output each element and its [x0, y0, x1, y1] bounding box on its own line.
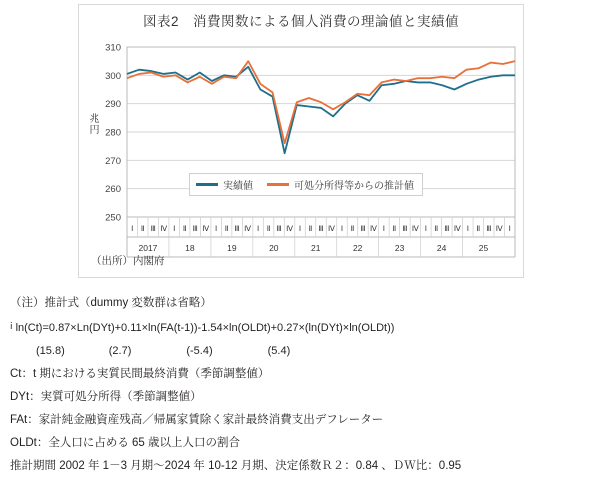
svg-text:Ⅰ: Ⅰ	[215, 224, 218, 233]
note-line-4: Ct：t 期における実質民間最終消費（季節調整値）	[10, 368, 270, 380]
note-equation: ln(Ct)=0.87×Ln(DYt)+0.11×ln(FA(t-1))-1.54×ln(OLDt)+0.27×(ln(DYt)×ln(OLDt))	[15, 322, 395, 334]
svg-text:Ⅱ: Ⅱ	[350, 224, 355, 233]
svg-text:Ⅱ: Ⅱ	[266, 224, 271, 233]
note-line-3: (15.8) (2.7) (-5.4) (5.4)	[36, 345, 291, 357]
svg-text:Ⅰ: Ⅰ	[298, 224, 302, 233]
chart-card	[78, 4, 524, 278]
note-line-7: OLDt：全人口に占める 65 歳以上人口の割合	[10, 437, 241, 449]
svg-text:Ⅲ: Ⅲ	[150, 224, 156, 233]
svg-text:Ⅳ: Ⅳ	[328, 224, 335, 233]
svg-text:Ⅱ: Ⅱ	[434, 224, 439, 233]
svg-text:Ⅰ: Ⅰ	[131, 224, 134, 233]
chart-plot	[79, 5, 523, 277]
svg-text:Ⅲ: Ⅲ	[318, 224, 324, 233]
svg-text:Ⅳ: Ⅳ	[286, 224, 294, 233]
y-axis-label: 兆円	[87, 113, 98, 135]
svg-text:Ⅳ: Ⅳ	[244, 224, 252, 233]
note-line-2	[10, 315, 590, 340]
svg-text:Ⅲ: Ⅲ	[444, 224, 450, 233]
legend-item-actual	[196, 177, 253, 192]
svg-text:20: 20	[269, 243, 279, 253]
legend-label-estimate: 可処分所得等からの推計値	[294, 181, 414, 192]
svg-text:Ⅳ: Ⅳ	[369, 224, 377, 233]
svg-text:Ⅲ: Ⅲ	[402, 224, 408, 233]
legend-swatch-estimate	[267, 183, 289, 186]
svg-text:Ⅰ: Ⅰ	[466, 224, 469, 233]
svg-text:Ⅳ: Ⅳ	[202, 224, 210, 233]
svg-text:Ⅰ: Ⅰ	[173, 224, 176, 233]
svg-text:Ⅱ: Ⅱ	[140, 224, 145, 233]
svg-text:270: 270	[105, 155, 121, 167]
svg-text:Ⅰ: Ⅰ	[256, 224, 260, 233]
svg-text:21: 21	[311, 243, 321, 253]
legend-item-estimate	[267, 177, 414, 192]
chart-svg	[79, 5, 523, 277]
svg-text:24: 24	[436, 243, 447, 253]
svg-text:Ⅳ: Ⅳ	[495, 224, 503, 233]
legend-label-actual: 実績値	[223, 181, 253, 192]
svg-text:290: 290	[105, 99, 121, 111]
svg-text:Ⅱ: Ⅱ	[182, 224, 187, 233]
note-line-5: DYt：実質可処分所得（季節調整値）	[10, 391, 202, 403]
notes-block	[10, 292, 590, 478]
svg-text:Ⅲ: Ⅲ	[192, 224, 198, 233]
chart-title: 図表2 消費関数による個人消費の理論値と実績値	[142, 14, 459, 29]
svg-text:2017: 2017	[138, 243, 158, 253]
svg-text:Ⅰ: Ⅰ	[340, 224, 344, 233]
svg-text:Ⅱ: Ⅱ	[392, 224, 397, 233]
svg-text:Ⅰ: Ⅰ	[508, 224, 511, 233]
svg-text:Ⅱ: Ⅱ	[224, 224, 229, 233]
svg-text:310: 310	[105, 42, 121, 54]
svg-text:Ⅲ: Ⅲ	[276, 224, 282, 233]
svg-text:Ⅱ: Ⅱ	[476, 224, 481, 233]
note-line-1: （注）推計式（dummy 変数群は省略）	[10, 297, 212, 309]
note-line-2-prefix: ⅰ	[10, 321, 13, 331]
chart-source: （出所）内閣府	[91, 255, 165, 267]
svg-text:19: 19	[227, 243, 237, 253]
svg-text:260: 260	[105, 184, 121, 196]
svg-text:Ⅱ: Ⅱ	[308, 224, 313, 233]
svg-text:18: 18	[185, 243, 195, 253]
svg-text:Ⅲ: Ⅲ	[234, 224, 240, 233]
svg-text:Ⅲ: Ⅲ	[486, 224, 492, 233]
svg-text:280: 280	[105, 127, 121, 139]
svg-text:Ⅰ: Ⅰ	[424, 224, 427, 233]
svg-text:Ⅳ: Ⅳ	[411, 224, 419, 233]
legend-swatch-actual	[196, 183, 218, 186]
svg-text:Ⅰ: Ⅰ	[382, 224, 386, 233]
chart-legend	[189, 173, 423, 196]
note-line-8: 推計期間 2002 年 1－3 月期～2024 年 10-12 月期、決定係数Ｒ２：0.84 、ＤＷ比：0.95	[10, 460, 462, 472]
svg-text:Ⅲ: Ⅲ	[360, 224, 366, 233]
note-line-6: FAt：家計純金融資産残高／帰属家賃除く家計最終消費支出デフレーター	[10, 414, 384, 426]
svg-text:22: 22	[352, 243, 363, 253]
svg-text:250: 250	[105, 212, 121, 224]
svg-text:Ⅳ: Ⅳ	[453, 224, 461, 233]
svg-text:25: 25	[478, 243, 489, 253]
svg-text:300: 300	[105, 70, 121, 82]
svg-text:23: 23	[394, 243, 405, 253]
svg-text:Ⅳ: Ⅳ	[160, 224, 168, 233]
